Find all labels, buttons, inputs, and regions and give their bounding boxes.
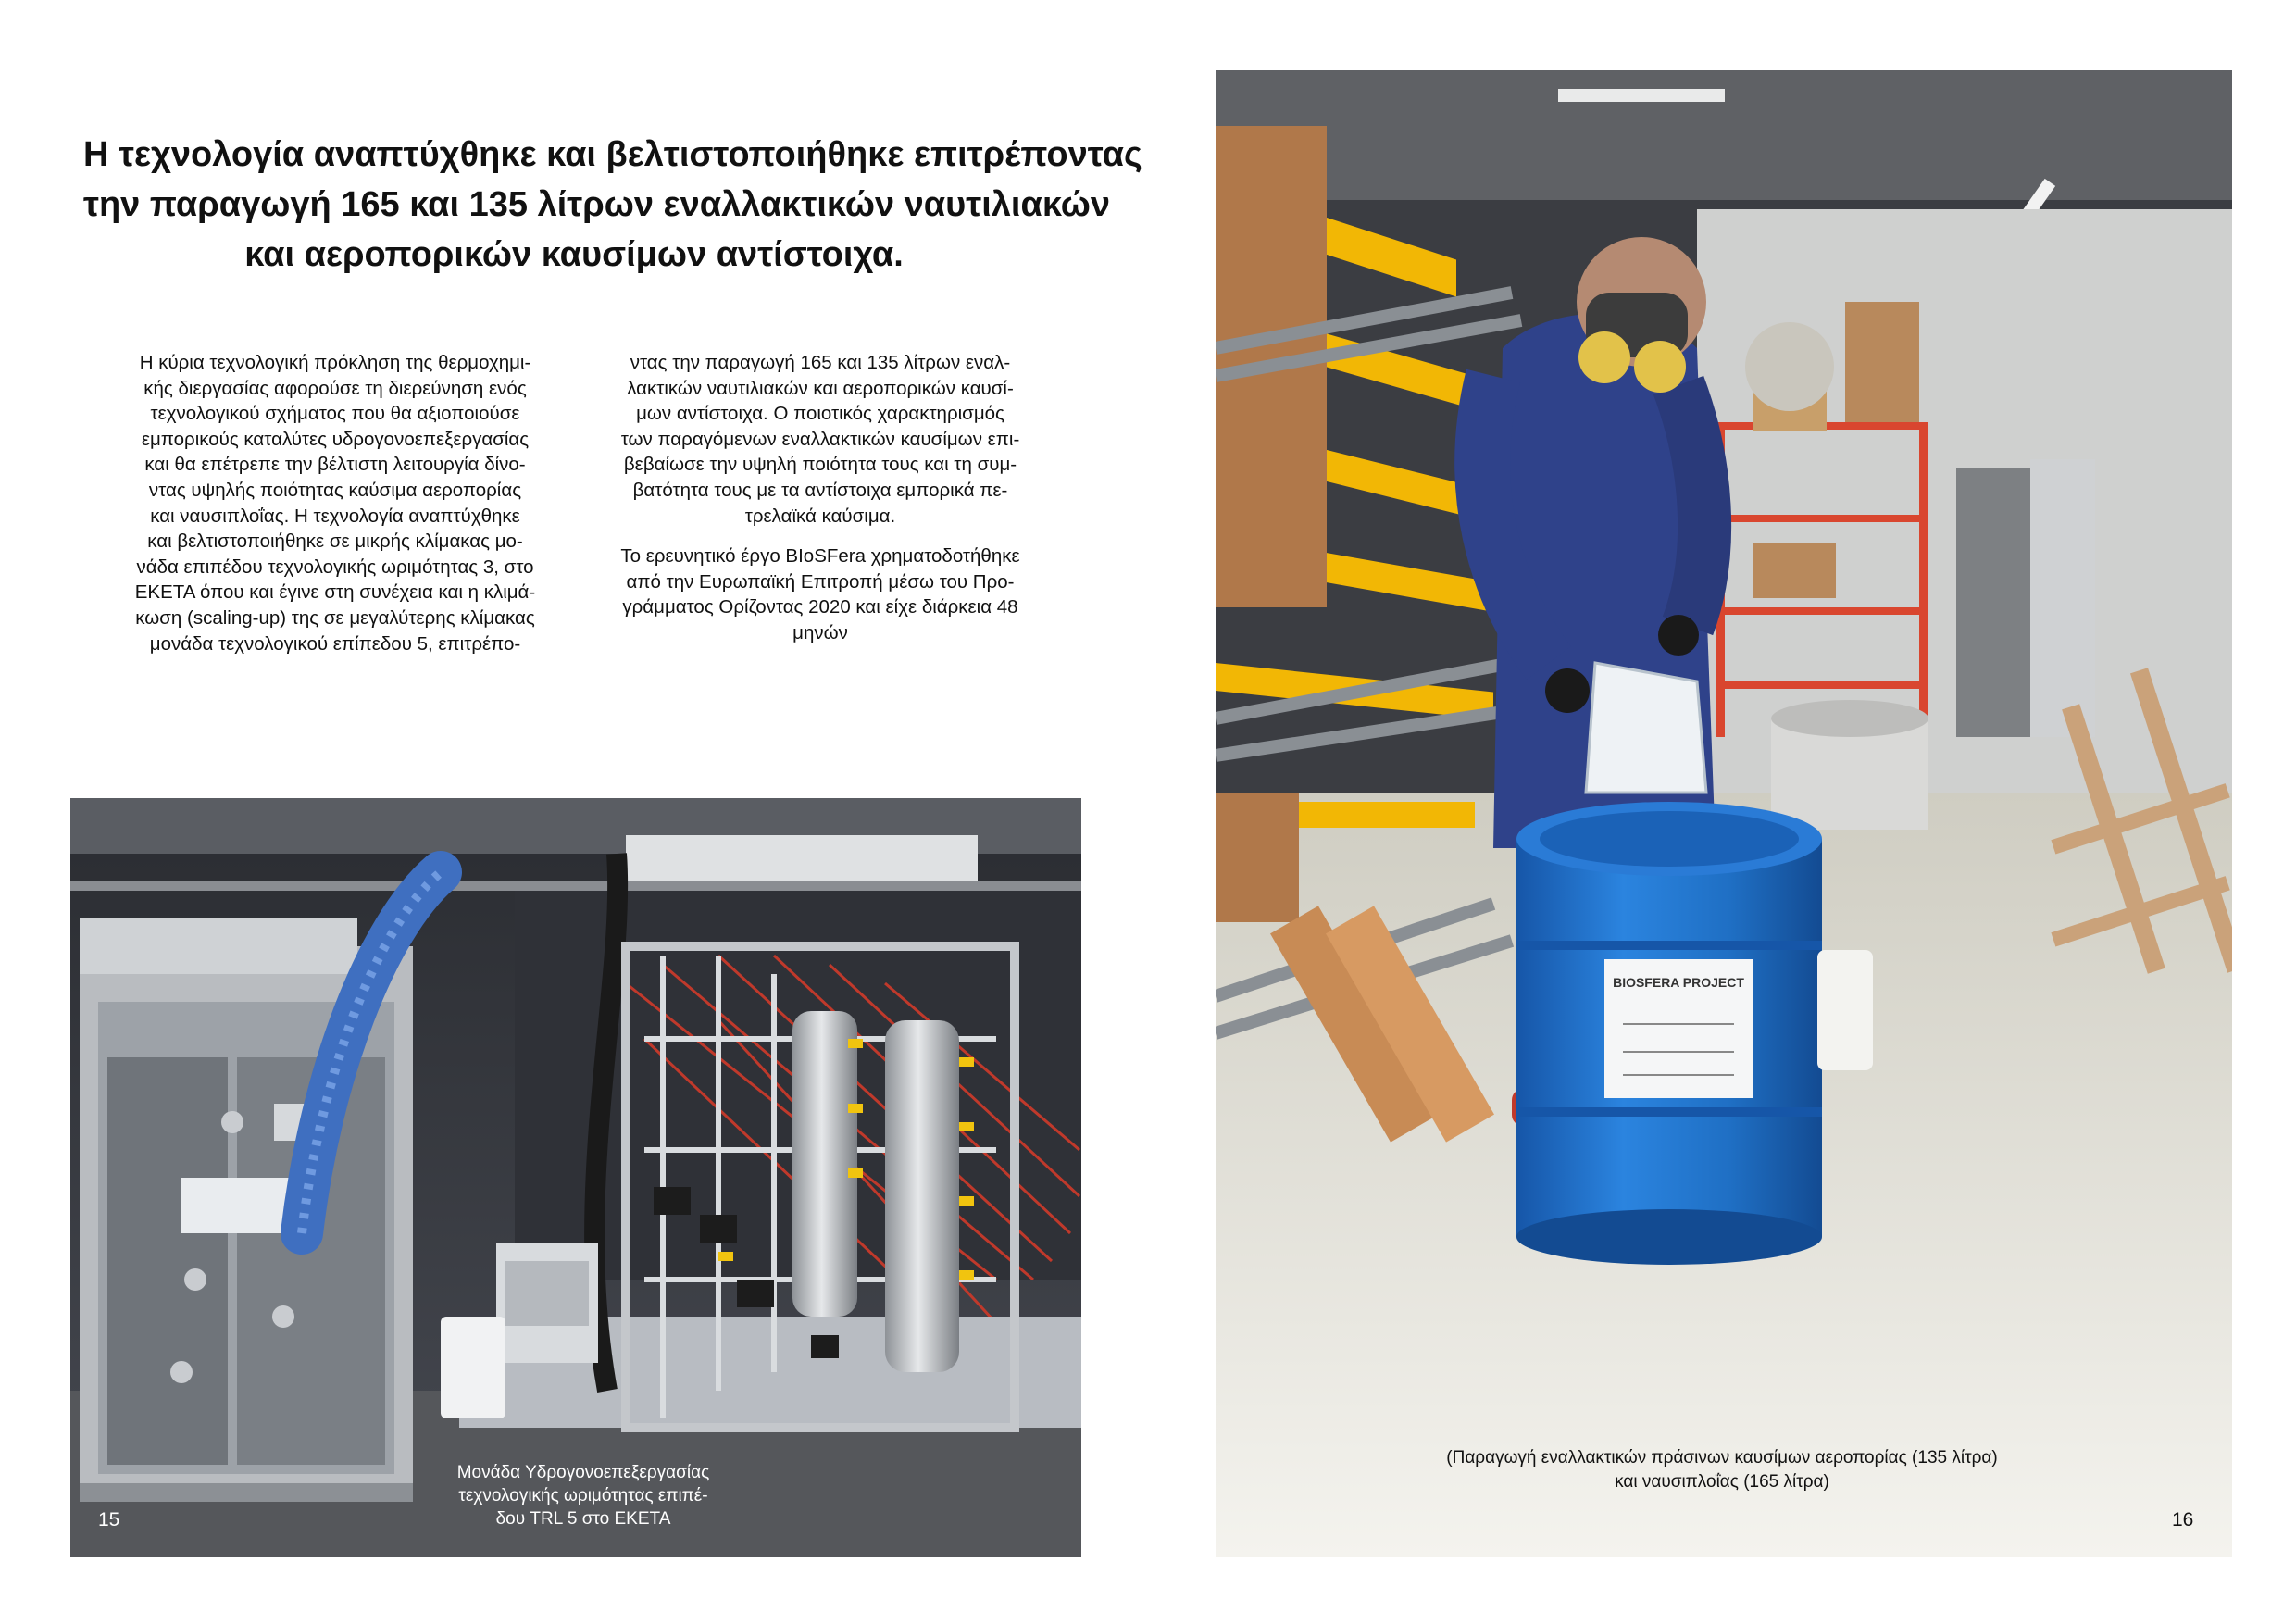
body-line: των παραγόμενων εναλλακτικών καυσίμων επι-: [620, 428, 1020, 450]
body-line: Η κύρια τεχνολογική πρόκληση της θερμοχημι-: [139, 352, 531, 373]
right-photo-caption: [1296, 1446, 2148, 1494]
left-photo-caption: [417, 1461, 750, 1530]
body-line: εμπορικούς καταλύτες υδρογονοεπεξεργασίας: [141, 428, 530, 450]
body-line: τρελαϊκά καύσιμα.: [744, 505, 896, 527]
body-line: ΕΚΕΤΑ όπου και έγινε στη συνέχεια και η κλιμά-: [134, 581, 536, 604]
body-line: και θα επέτρεπε την βέλτιστη λειτουργία δίνο-: [144, 454, 526, 476]
text-column-2: [589, 350, 1052, 646]
heading-line: την παραγωγή 165 και 135 λίτρων εναλλακτικών ναυτιλιακών: [83, 185, 1110, 224]
paragraph-gap: [589, 529, 1052, 543]
body-line: και βελτιστοποιήθηκε σε μικρής κλίμακας μο-: [147, 531, 523, 553]
fuel-production-photo: [1216, 70, 2232, 1557]
body-line: από την Ευρωπαϊκή Επιτροπή μέσω του Προ-: [626, 570, 1015, 593]
body-line: νάδα επιπέδου τεχνολογικής ωριμότητας 3, στο: [136, 556, 534, 578]
caption-line: (Παραγωγή εναλλακτικών πράσινων καυσίμων αεροπορίας (135 λίτρα): [1446, 1448, 1998, 1468]
fuel-drum: [1516, 802, 1822, 1265]
body-line: γράμματος Ορίζοντας 2020 και είχε διάρκεια 48: [622, 596, 1018, 618]
body-line: κωση (scaling-up) της σε μεγαλύτερης κλίμακας: [135, 606, 535, 629]
page-number: 16: [2172, 1509, 2194, 1530]
body-line: λακτικών ναυτιλιακών και αεροπορικών καυσί-: [627, 377, 1014, 399]
hydroprocessing-unit-photo: [70, 798, 1081, 1557]
body-line: κής διεργασίας αφορούσε τη διερεύνηση ενός: [144, 377, 527, 399]
body-line: μονάδα τεχνολογικού επίπεδου 5, επιτρέπο-: [149, 632, 521, 655]
body-line: ντας την παραγωγή 165 και 135 λίτρων εναλ-: [630, 352, 1011, 373]
hydroprocessing-unit-illustration: [70, 798, 1081, 1557]
page-16: [1148, 0, 2296, 1624]
caption-line: και ναυσιπλοΐας (165 λίτρα): [1615, 1472, 1829, 1492]
caption-line: δου TRL 5 στο ΕΚΕΤΑ: [495, 1509, 671, 1529]
body-line: ντας υψηλής ποιότητας καύσιμα αεροπορίας: [148, 479, 522, 501]
drum-label: BIOSFERA PROJECT: [1613, 975, 1744, 990]
page-heading: [83, 130, 1142, 280]
body-line: μων αντίστοιχα. Ο ποιοτικός χαρακτηρισμός: [636, 403, 1004, 425]
caption-line: τεχνολογικής ωριμότητας επιπέ-: [458, 1486, 708, 1505]
text-column-1: [104, 350, 567, 656]
fuel-production-illustration: [1216, 70, 2232, 1557]
body-line: μηνών: [792, 621, 848, 643]
body-line: και ναυσιπλοΐας. Η τεχνολογία αναπτύχθηκε: [150, 505, 520, 527]
caption-line: Μονάδα Υδρογονοεπεξεργασίας: [456, 1463, 710, 1482]
page-number: 15: [98, 1509, 120, 1530]
heading-line: και αεροπορικών καυσίμων αντίστοιχα.: [244, 235, 904, 274]
body-line: Το ερευνητικό έργο BIoSFera χρηματοδοτήθηκε: [620, 545, 1020, 568]
body-line: βεβαίωσε την υψηλή ποιότητα τους και τη συμ-: [623, 454, 1017, 476]
body-line: βατότητα τους με τα αντίστοιχα εμπορικά πε-: [632, 479, 1008, 501]
body-line: τεχνολογικού σχήματος που θα αξιοποιούσε: [150, 403, 520, 425]
heading-line: Η τεχνολογία αναπτύχθηκε και βελτιστοποιήθηκε επιτρέποντας: [83, 135, 1142, 174]
